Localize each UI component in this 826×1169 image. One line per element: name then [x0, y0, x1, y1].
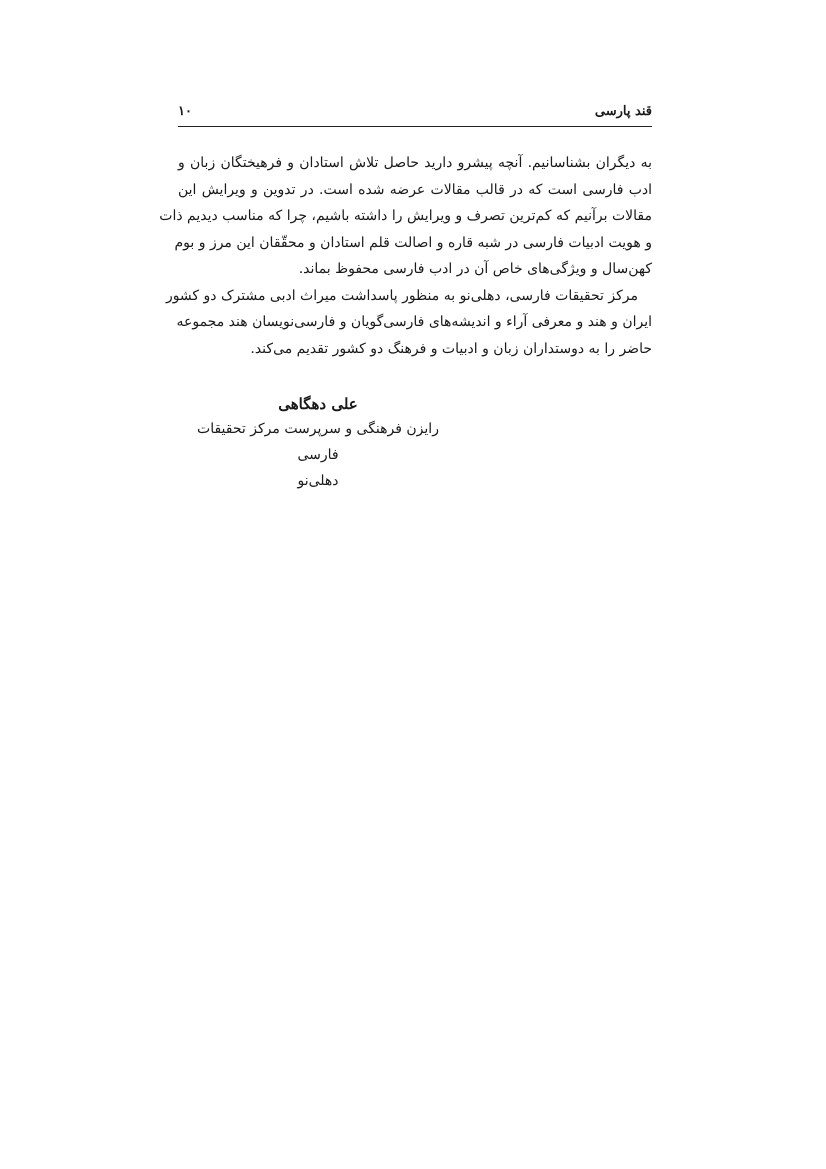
running-title: قند پارسی [594, 104, 652, 119]
signatory-role: رایزن فرهنگی و سرپرست مرکز تحقیقات فارسی [197, 421, 439, 463]
paragraph-line: ادب فارسی است که در قالب مقالات عرضه شده است. در تدوین و ویرایش این [178, 181, 652, 198]
paragraph-line: به دیگران بشناسانیم. آنچه پیشرو دارید حاصل تلاش استادان و فرهیختگان زبان و [178, 155, 652, 171]
body-text [159, 150, 652, 362]
signatory-location: دهلی‌نو [297, 473, 339, 489]
paragraph-line: مقالات برآنیم که کم‌ترین تصرف و ویرایش را داشته باشیم، چرا که مناسب دیدیم ذات [159, 208, 652, 224]
paragraph-line: ایران و هند و معرفی آراء و اندیشه‌های فارسی‌گویان و فارسی‌نویسان هند مجموعه [176, 314, 652, 330]
paragraph-line: و هویت ادبیات فارسی در شبه قاره و اصالت قلم استادان و محقّقان این مرز و بوم [174, 234, 652, 251]
paragraph-2 [165, 283, 652, 363]
paragraph-line: مرکز تحقیقات فارسی، دهلی‌نو به منظور پاسداشت میراث ادبی مشترک دو کشور [165, 287, 638, 304]
paragraph-line: حاضر را به دوستداران زبان و ادبیات و فرهنگ دو کشور تقدیم می‌کند. [250, 340, 652, 357]
page-number: ۱۰ [178, 104, 192, 119]
signatory-name: علی دهگاهی [278, 395, 358, 413]
signature-block [178, 392, 458, 494]
page-header [178, 100, 652, 127]
paragraph-line: کهن‌سال و ویژگی‌های خاص آن در ادب فارسی محفوظ بماند. [298, 261, 652, 277]
paragraph-1 [159, 150, 652, 283]
